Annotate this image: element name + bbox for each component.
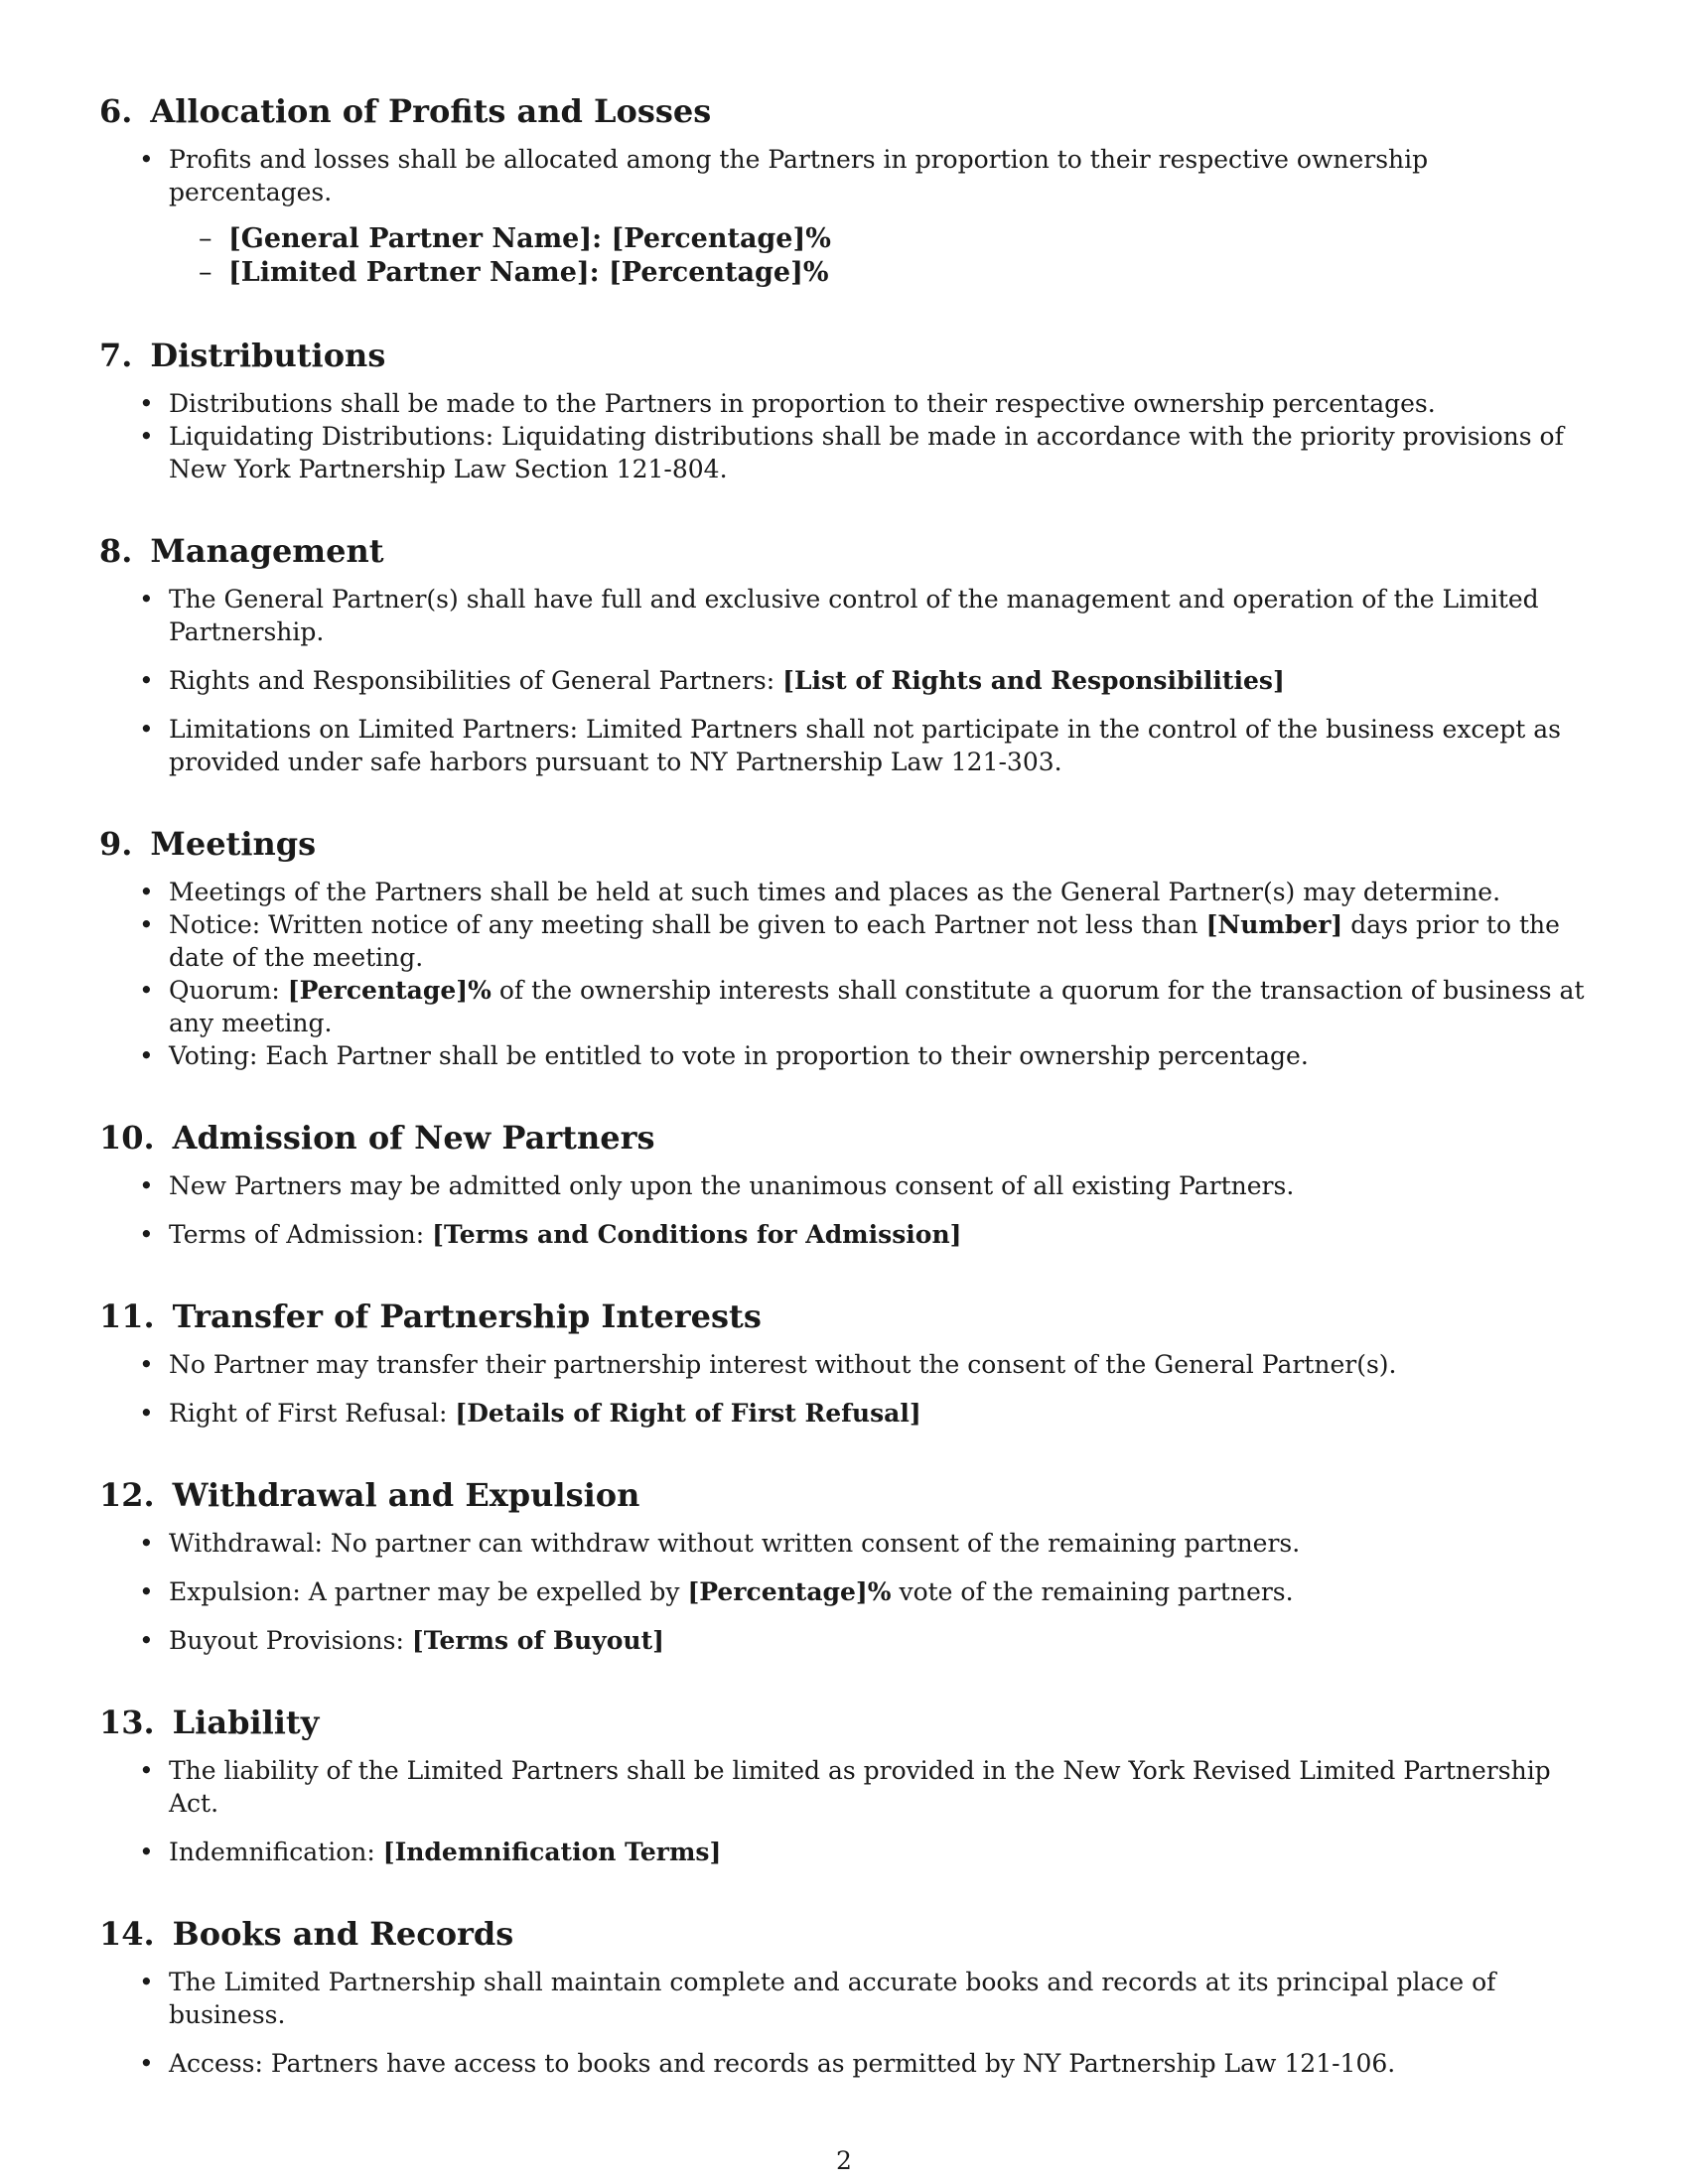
section-books-records [99, 1914, 1589, 2080]
section-heading: 11. Transfer of Partnership Interests [99, 1297, 762, 1335]
list-item: • Buyout Provisions: [Terms of Buyout] [99, 1624, 1589, 1657]
placeholder-rights: [List of Rights and Responsibilities] [782, 666, 1285, 695]
placeholder-buyout: [Terms of Buyout] [411, 1626, 664, 1655]
list-item: • Profits and losses shall be allocated among the Partners in proportion to their respective ownership percentages. – [General Partner Name]: [Percentage]% – [Limited Partner Name]: [Percentage]% [99, 143, 1589, 290]
list-item: • New Partners may be admitted only upon the unanimous consent of all existing Partners. [99, 1169, 1589, 1202]
list-item: • Terms of Admission: [Terms and Conditions for Admission] [99, 1218, 1589, 1251]
item-list [99, 876, 1589, 1072]
item-list [99, 387, 1589, 485]
list-item: • Meetings of the Partners shall be held at such times and places as the General Partner(s) may determine. [99, 876, 1589, 908]
list-item: • Limitations on Limited Partners: Limited Partners shall not participate in the control of the business except as provided under safe harbors pursuant to NY Partnership Law 121-303. [99, 713, 1589, 778]
section-withdrawal [99, 1475, 1589, 1657]
list-item: • Distributions shall be made to the Partners in proportion to their respective ownership percentages. [99, 387, 1589, 420]
item-list [99, 1169, 1589, 1251]
item-list [99, 1527, 1589, 1657]
list-item: • Indemnification: [Indemnification Terms] [99, 1836, 1589, 1868]
list-item: • Quorum: [Percentage]% of the ownership interests shall constitute a quorum for the transaction of business at any meeting. [99, 974, 1589, 1039]
list-item: • Withdrawal: No partner can withdraw without written consent of the remaining partners. [99, 1527, 1589, 1560]
sub-item-limited-partner: – [Limited Partner Name]: [Percentage]% [169, 256, 1589, 290]
list-item: • No Partner may transfer their partnership interest without the consent of the General Partner(s). [99, 1348, 1589, 1381]
sub-list [169, 222, 1589, 290]
document-page [99, 91, 1589, 2125]
list-item: • Right of First Refusal: [Details of Right of First Refusal] [99, 1397, 1589, 1430]
list-item: • Voting: Each Partner shall be entitled to vote in proportion to their ownership percentage. [99, 1039, 1589, 1072]
item-list [99, 1348, 1589, 1430]
page-number: 2 [836, 2146, 852, 2175]
list-item: • The General Partner(s) shall have full and exclusive control of the management and operation of the Limited Partnership. [99, 583, 1589, 648]
section-distributions [99, 336, 1589, 485]
item-list [99, 583, 1589, 778]
placeholder-number: [Number] [1205, 910, 1343, 939]
section-heading: 12. Withdrawal and Expulsion [99, 1476, 640, 1514]
list-item: • Expulsion: A partner may be expelled by [Percentage]% vote of the remaining partners. [99, 1575, 1589, 1608]
placeholder-indemnification: [Indemnification Terms] [382, 1838, 722, 1866]
section-heading: 14. Books and Records [99, 1915, 514, 1953]
section-heading: 13. Liability [99, 1704, 320, 1741]
section-transfer [99, 1297, 1589, 1430]
list-item: • Access: Partners have access to books and records as permitted by NY Partnership Law 121-106. [99, 2047, 1589, 2080]
placeholder-percentage: [Percentage]% [687, 1577, 892, 1606]
placeholder-rofr: [Details of Right of First Refusal] [455, 1399, 921, 1428]
list-item: • Rights and Responsibilities of General Partners: [List of Rights and Responsibilities] [99, 664, 1589, 697]
section-heading: 7. Distributions [99, 337, 386, 374]
section-admission [99, 1118, 1589, 1251]
section-allocation [99, 91, 1589, 290]
list-item: • Notice: Written notice of any meeting shall be given to each Partner not less than [Number] days prior to the date of the meeting. [99, 908, 1589, 974]
section-meetings [99, 824, 1589, 1072]
list-item: • The liability of the Limited Partners shall be limited as provided in the New York Revised Limited Partnership Act. [99, 1754, 1589, 1820]
sub-item-general-partner: – [General Partner Name]: [Percentage]% [169, 222, 1589, 256]
section-heading: 10. Admission of New Partners [99, 1119, 655, 1157]
list-item: • Liquidating Distributions: Liquidating distributions shall be made in accordance with the priority provisions of New York Partnership Law Section 121-804. [99, 420, 1589, 485]
item-list [99, 143, 1589, 290]
section-heading: 6. Allocation of Profits and Losses [99, 92, 712, 130]
section-liability [99, 1703, 1589, 1868]
section-heading: 8. Management [99, 532, 384, 570]
list-item: • The Limited Partnership shall maintain complete and accurate books and records at its principal place of business. [99, 1966, 1589, 2031]
placeholder-terms: [Terms and Conditions for Admission] [432, 1220, 962, 1249]
item-list [99, 1754, 1589, 1868]
placeholder-percentage: [Percentage]% [287, 976, 492, 1005]
item-list [99, 1966, 1589, 2080]
section-management [99, 531, 1589, 778]
section-heading: 9. Meetings [99, 825, 317, 863]
